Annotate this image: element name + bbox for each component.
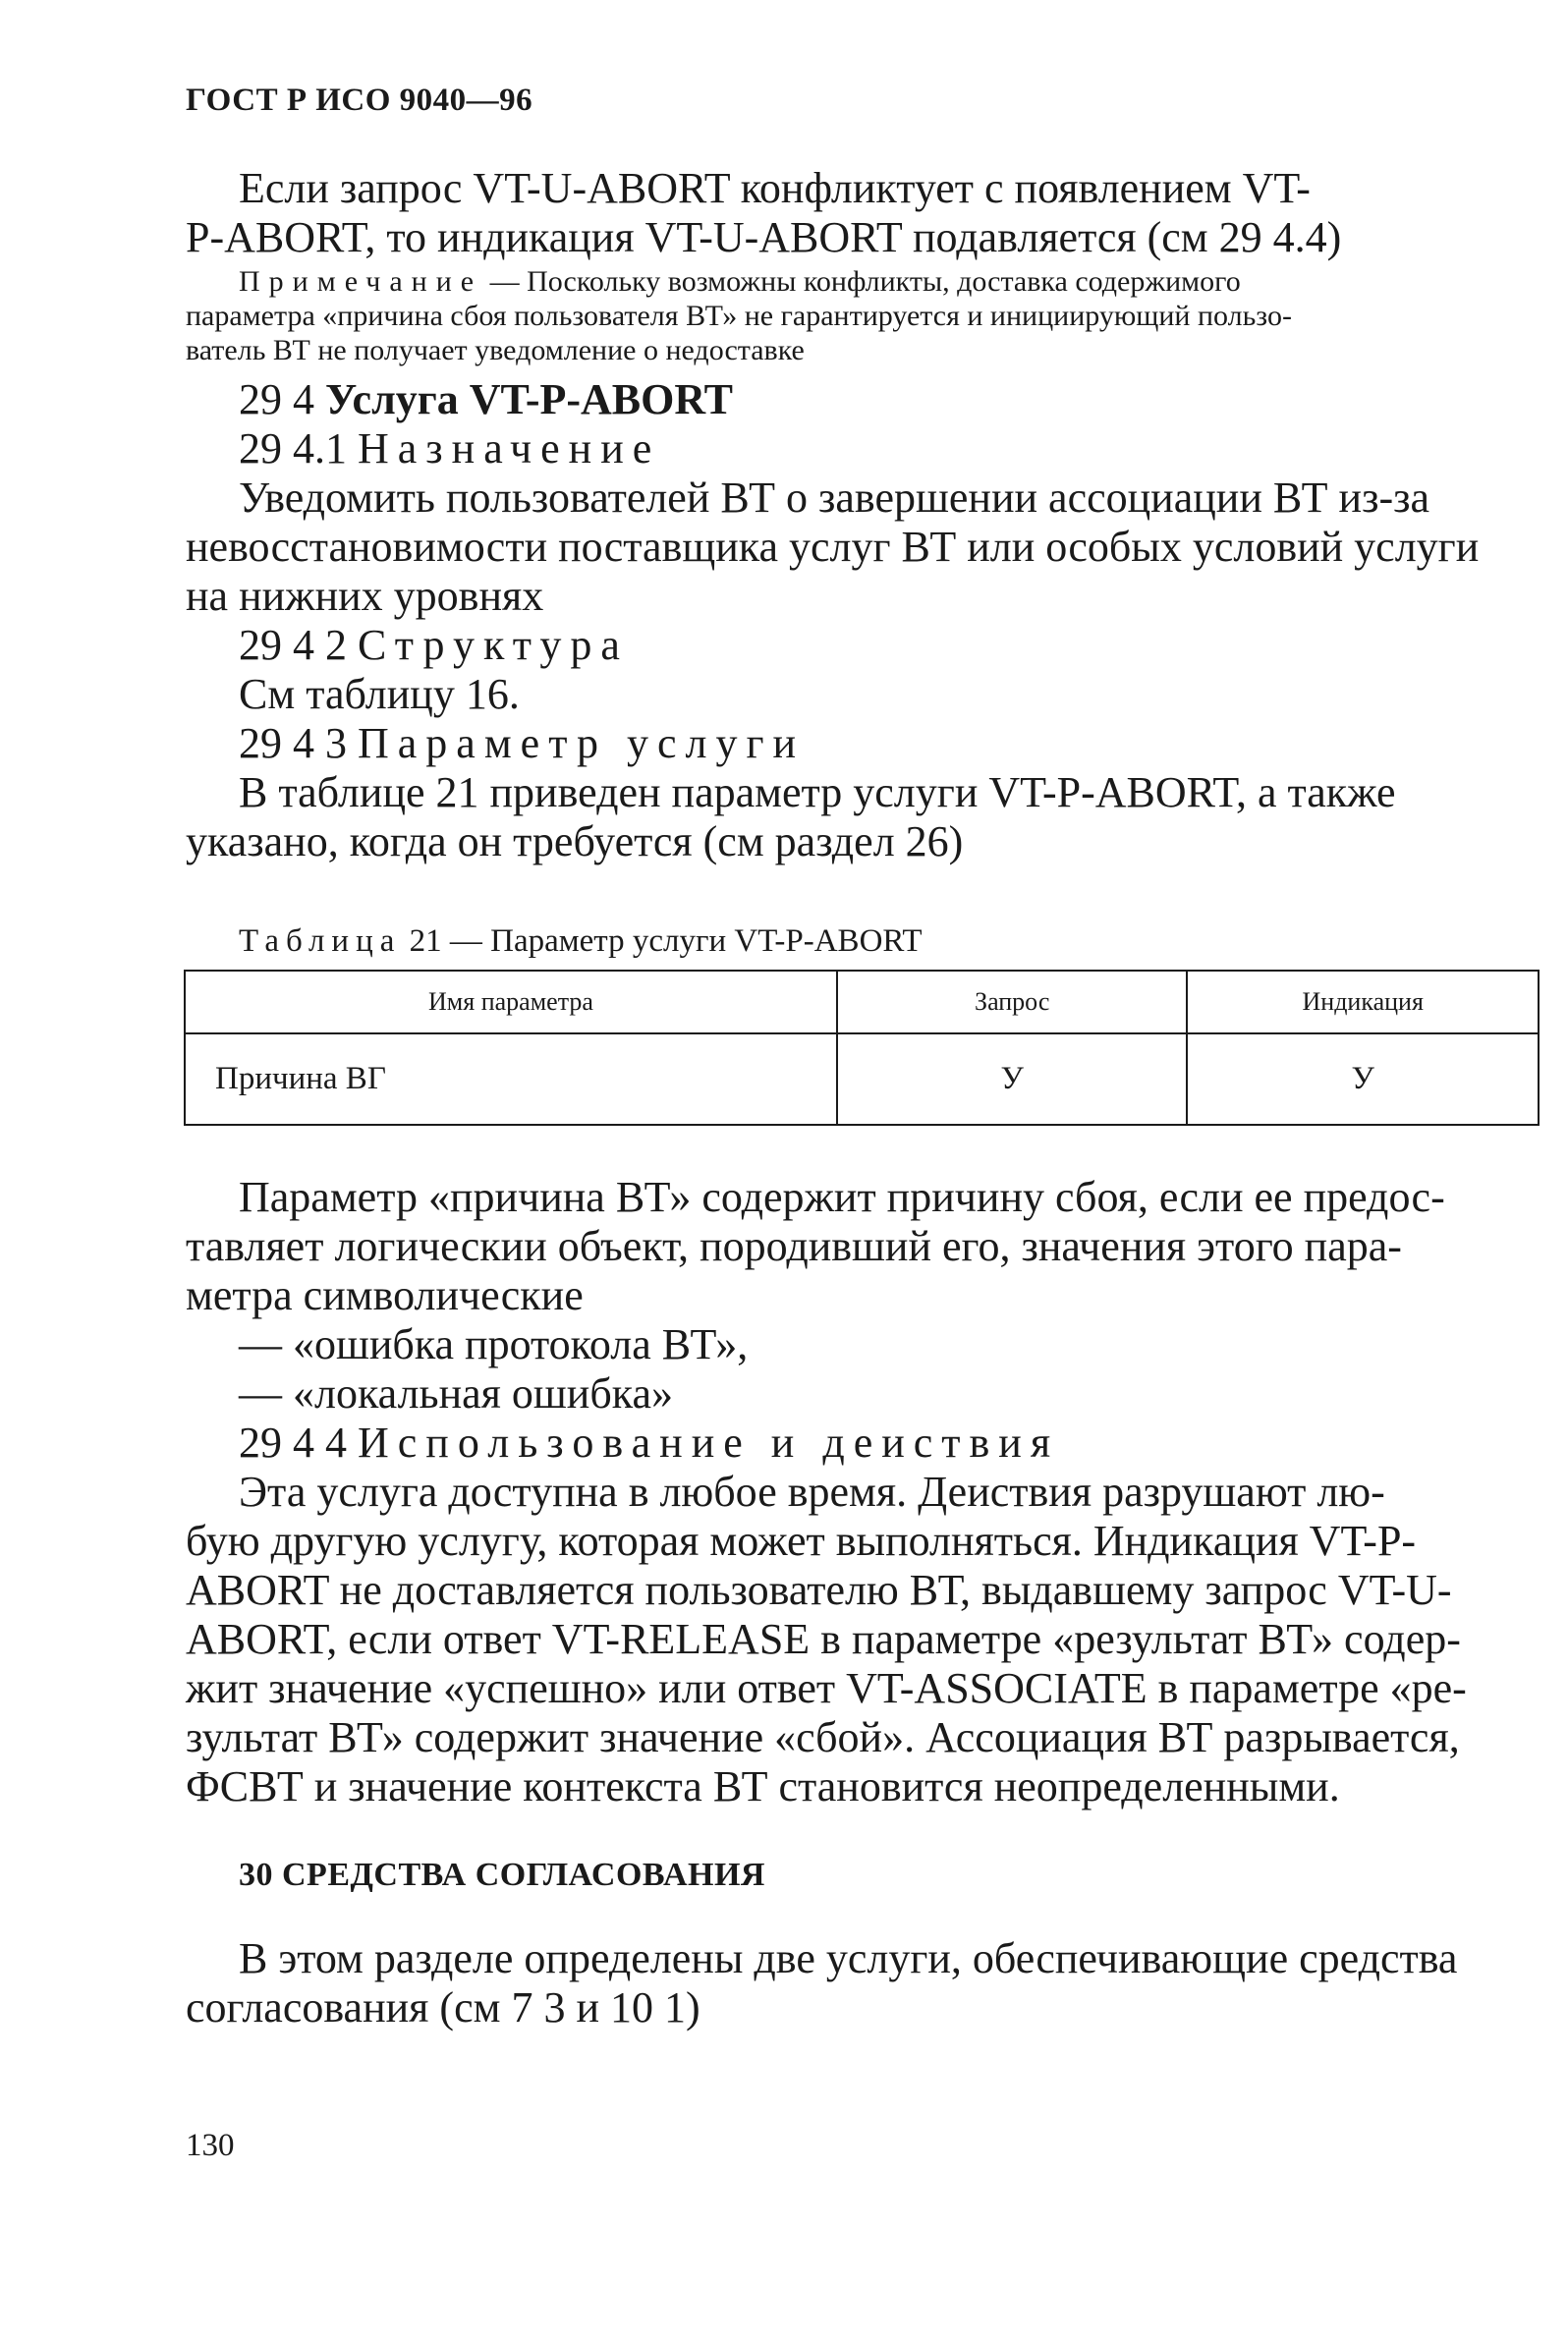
section-heading-29-4 <box>239 376 1541 423</box>
paragraph-line: Если запрос VT-U-ABORT конфликтует с появлением VT- <box>239 164 1311 212</box>
subsection-heading-29-4-3 <box>239 720 1541 767</box>
section-title: Назначение <box>358 424 661 473</box>
parameter-table <box>184 970 1540 1126</box>
note-line: параметра «причина сбоя пользователя ВТ» не гарантируется и инициирующий пользо- <box>186 300 1292 332</box>
paragraph-line: на нижних уровнях <box>186 572 544 620</box>
note-line: ватель ВТ не получает уведомление о недоставке <box>186 334 805 366</box>
subsection-heading-29-4-1 <box>239 425 1541 473</box>
paragraph-line: бую другую услугу, которая может выполняться. Индикация VT-P- <box>186 1517 1417 1565</box>
table-cell: У <box>1187 1033 1539 1125</box>
paragraph-line: ABORT не доставляется пользователю ВТ, выдавшему запрос VT-U- <box>186 1566 1452 1614</box>
table-row <box>185 1033 1539 1125</box>
subsection-heading-29-4-2 <box>239 622 1541 669</box>
paragraph-line: ABORT, если ответ VT-RELEASE в параметре «результат ВТ» содер- <box>186 1615 1461 1663</box>
paragraph-line: ФСВТ и значение контекста ВТ становится неопределенными. <box>186 1762 1340 1810</box>
paragraph-line: согласования (см 7 3 и 10 1) <box>186 1983 700 2032</box>
paragraph-line: невосстановимости поставщика услуг ВТ или особых условий услуги <box>186 523 1480 571</box>
section-heading-30: 30 СРЕДСТВА СОГЛАСОВАНИЯ <box>239 1857 765 1893</box>
document-header: ГОСТ Р ИСО 9040—96 <box>186 83 533 118</box>
table-header-cell: Имя параметра <box>185 971 837 1033</box>
paragraph-line: указано, когда он требуется (см раздел 26) <box>186 817 964 865</box>
paragraph-line: жит значение «успешно» или ответ VT-ASSOCIATE в параметре «ре- <box>186 1664 1467 1712</box>
note-label: Примечание <box>239 265 483 298</box>
table-cell: У <box>837 1033 1187 1125</box>
table-header-cell: Запрос <box>837 971 1187 1033</box>
table-caption <box>239 923 923 960</box>
subsection-heading-29-4-4 <box>239 1420 1541 1467</box>
section-title: Услуга VT-P-ABORT <box>325 375 733 423</box>
section-title: Структура <box>358 621 629 669</box>
paragraph-line: зультат ВТ» содержит значение «сбой». Ассоциация ВТ разрывается, <box>186 1713 1460 1761</box>
table-header-row <box>185 971 1539 1033</box>
paragraph-line: P-ABORT, то индикация VT-U-ABORT подавляется (см 29 4.4) <box>186 213 1342 261</box>
section-number: 29 4.1 <box>239 424 358 473</box>
section-title: Использование и деиствия <box>358 1419 1060 1467</box>
paragraph-line: В таблице 21 приведен параметр услуги VT-P-ABORT, а также <box>239 768 1396 816</box>
paragraph-line: Эта услуга доступна в любое время. Деиствия разрушают лю- <box>239 1468 1385 1516</box>
list-item: — «ошибка протокола ВТ», <box>239 1320 749 1368</box>
table-header-cell: Индикация <box>1187 971 1539 1033</box>
note-text: — Поскольку возможны конфликты, доставка содержимого <box>482 265 1241 298</box>
note-line <box>239 265 1541 298</box>
paragraph-line: Уведомить пользователей ВТ о завершении ассоциации ВТ из-за <box>239 473 1430 522</box>
paragraph-line: тавляет логическии объект, породивший его, значения этого пара- <box>186 1222 1402 1270</box>
section-number: 29 4 <box>239 375 325 423</box>
paragraph-line: метра символические <box>186 1271 584 1319</box>
paragraph-line: Параметр «причина ВТ» содержит причину сбоя, если ее предос- <box>239 1173 1445 1221</box>
list-item: — «локальная ошибка» <box>239 1369 673 1418</box>
paragraph-line: В этом разделе определены две услуги, обеспечивающие средства <box>239 1934 1458 1982</box>
paragraph-line: См таблицу 16. <box>239 670 520 718</box>
section-number: 29 4 3 <box>239 719 358 767</box>
section-title: Параметр услуги <box>358 719 806 767</box>
table-caption-text: 21 — Параметр услуги VT-P-ABORT <box>401 923 923 959</box>
table-caption-label: Таблица <box>239 923 402 959</box>
page-number: 130 <box>186 2128 235 2163</box>
section-number: 29 4 4 <box>239 1419 358 1467</box>
section-number: 29 4 2 <box>239 621 358 669</box>
table-cell: Причина ВГ <box>185 1033 837 1125</box>
